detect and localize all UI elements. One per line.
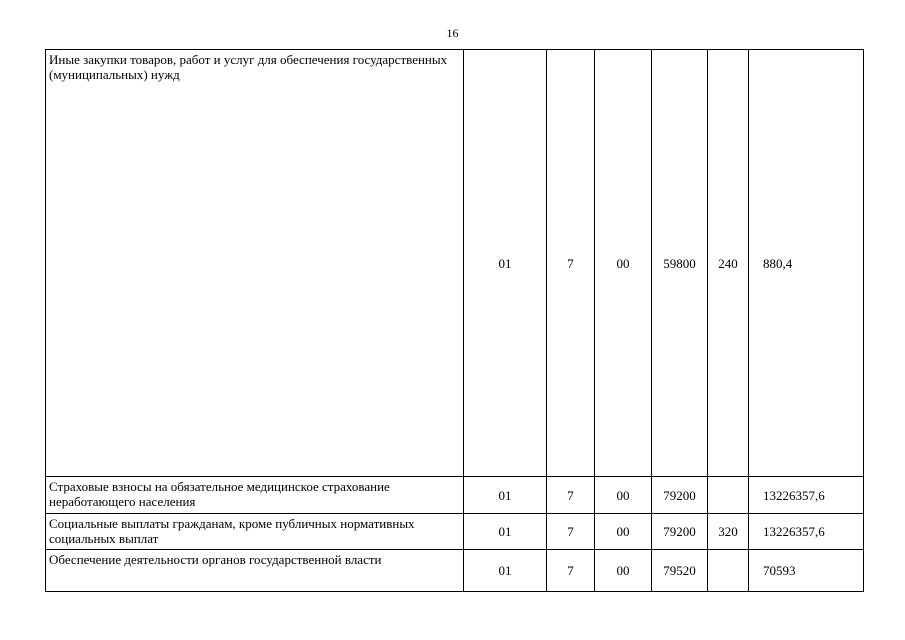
section-code: 01	[464, 477, 547, 514]
amount: 70593	[749, 550, 864, 592]
table-row	[46, 514, 864, 550]
section-code: 01	[464, 50, 547, 477]
row-description: Страховые взносы на обязательное медицинское страхование неработающего населения	[46, 477, 464, 514]
section-code: 01	[464, 550, 547, 592]
page-number: 16	[446, 26, 459, 40]
expense-type-code: 320	[708, 514, 749, 550]
target-item-code: 79520	[652, 550, 708, 592]
amount: 13226357,6	[749, 514, 864, 550]
program-code: 00	[595, 514, 652, 550]
row-description: Обеспечение деятельности органов государственной власти	[46, 550, 464, 592]
target-item-code: 79200	[652, 477, 708, 514]
target-item-code: 79200	[652, 514, 708, 550]
table-row	[46, 50, 864, 477]
subsection-code: 7	[547, 514, 595, 550]
amount: 13226357,6	[749, 477, 864, 514]
expense-type-code: 240	[708, 50, 749, 477]
row-description: Иные закупки товаров, работ и услуг для обеспечения государственных (муниципальных) нужд	[46, 50, 464, 477]
target-item-code: 59800	[652, 50, 708, 477]
row-description: Социальные выплаты гражданам, кроме публичных нормативных социальных выплат	[46, 514, 464, 550]
expense-type-code	[708, 550, 749, 592]
amount: 880,4	[749, 50, 864, 477]
program-code: 00	[595, 50, 652, 477]
budget-table	[45, 49, 864, 592]
subsection-code: 7	[547, 550, 595, 592]
table-row	[46, 477, 864, 514]
expense-type-code	[708, 477, 749, 514]
section-code: 01	[464, 514, 547, 550]
subsection-code: 7	[547, 477, 595, 514]
subsection-code: 7	[547, 50, 595, 477]
program-code: 00	[595, 550, 652, 592]
table-row	[46, 550, 864, 592]
program-code: 00	[595, 477, 652, 514]
